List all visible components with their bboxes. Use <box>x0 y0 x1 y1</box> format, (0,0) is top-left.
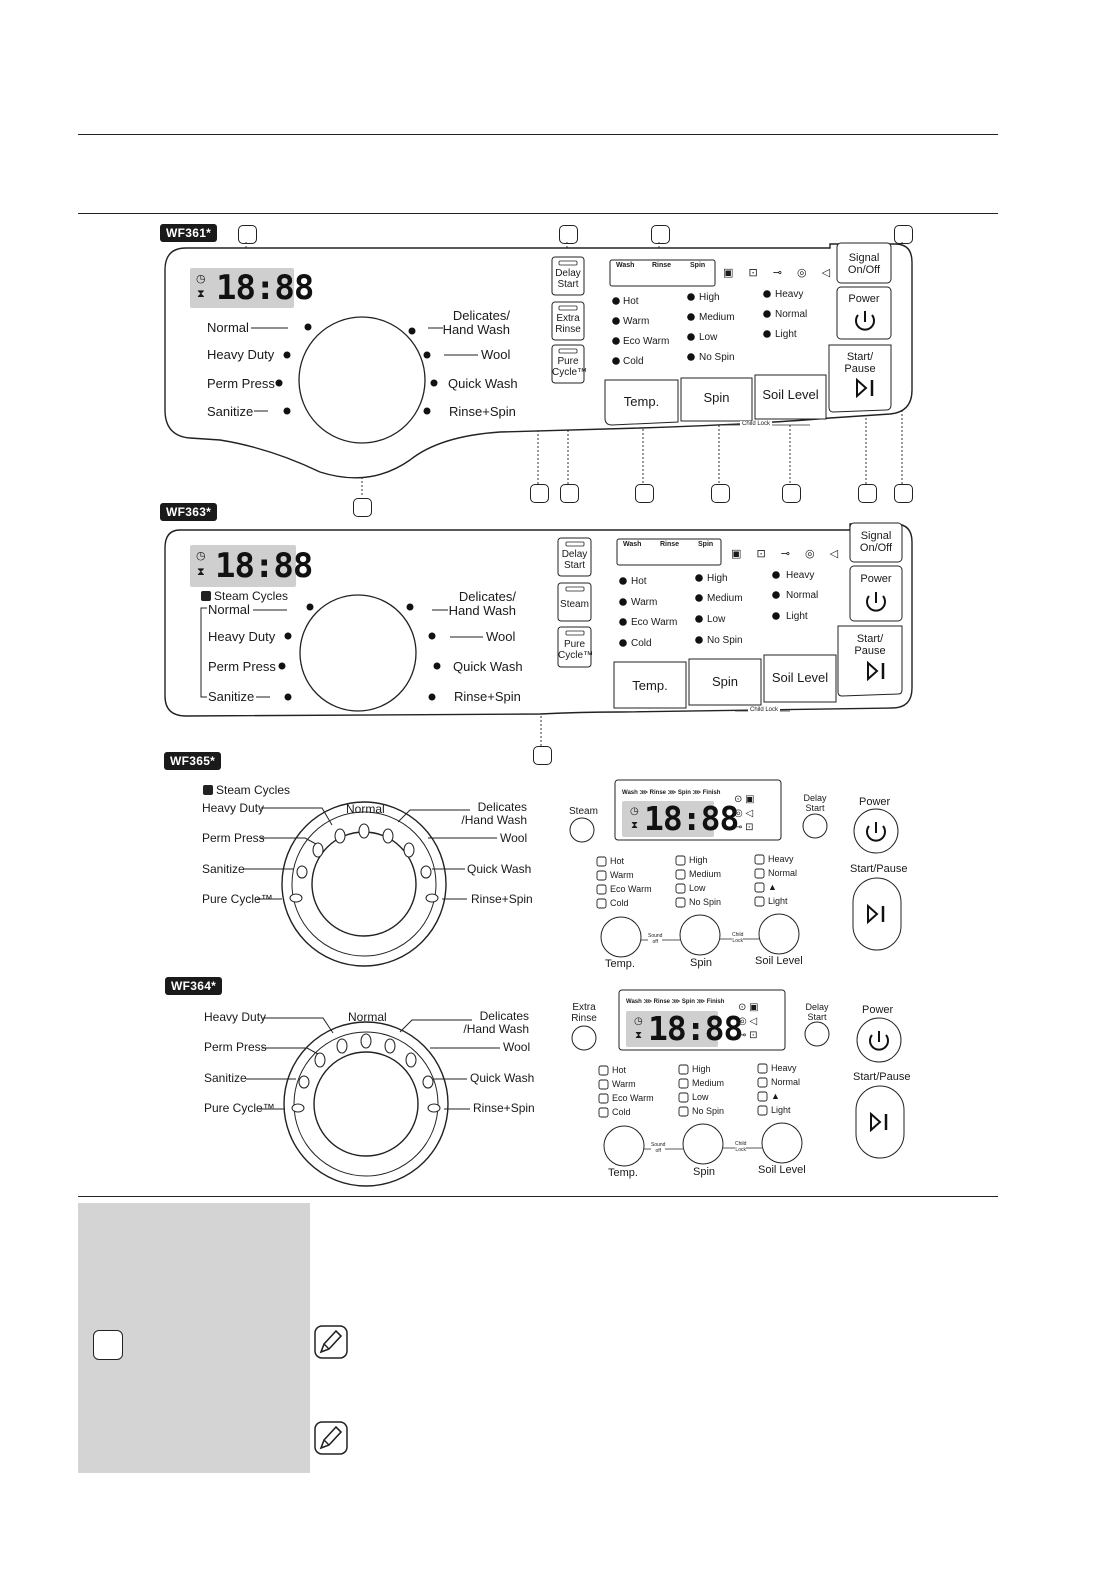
wf365-delay-line2: Start <box>805 803 825 813</box>
wf363-delicates-line2: Hand Wash <box>448 603 516 618</box>
wf363-soil-light: Light <box>786 611 808 622</box>
wf361-delay-label-1: Delay <box>555 268 581 279</box>
wf361-progress-wash: Wash <box>616 262 635 269</box>
wf363-power-button[interactable]: Power <box>860 573 892 585</box>
wf364-child-line2: Lock <box>735 1147 746 1153</box>
note-icon <box>314 1325 348 1359</box>
wf363-progress-rinse: Rinse <box>660 541 680 548</box>
wf363-spin-medium: Medium <box>707 593 743 604</box>
wf361-start-label-2: Pause <box>844 363 876 375</box>
wf364-status-icons: ⊙ ▣ ◎ ◁ ⊸ ⊡ <box>738 1002 759 1041</box>
section-number-box <box>93 1330 123 1360</box>
wf361-soil-level-button[interactable]: Soil Level <box>762 387 819 402</box>
wf365-soil-normal: Normal <box>768 868 798 878</box>
wf364-temp-warm: Warm <box>612 1079 636 1089</box>
wf364-progress-rinse: Rinse <box>653 999 670 1005</box>
wf363-progress-wash: Wash <box>623 541 642 548</box>
wf364-progress-wash: Wash <box>626 999 642 1005</box>
wf364-spin-low: Low <box>692 1092 709 1102</box>
wf363-signal-label-1: Signal <box>860 530 892 542</box>
steam-icon <box>203 785 213 795</box>
wf365-delay-label <box>800 793 830 813</box>
wf365-delicates-line1: Delicates <box>477 800 527 814</box>
wf365-cycle-heavy-duty[interactable]: Heavy Duty <box>202 801 265 815</box>
wf364-delicates-line2: /Hand Wash <box>463 1022 529 1036</box>
wf363-start-label-1: Start/ <box>856 633 884 645</box>
wf361-child-lock-label: Child Lock <box>742 421 771 427</box>
wf361-spin-medium: Medium <box>699 312 735 323</box>
wf364-child-line1: Child <box>735 1141 747 1147</box>
wf361-pure-label-2: Cycle™ <box>552 367 588 378</box>
wf365-soil-light: Light <box>768 896 788 906</box>
wf365-status-icons: ⊙ ▣ ◎ ◁ ⊸ ⊡ <box>734 794 755 833</box>
wf361-timer-icon: ⧗ <box>197 288 205 300</box>
wf365-power-label: Power <box>859 796 891 808</box>
wf365-progress-finish: Finish <box>702 790 721 796</box>
wf365-steam-cycles-text: Steam Cycles <box>216 783 291 797</box>
wf361-cycle-normal[interactable]: Normal <box>207 320 249 335</box>
wf361-temp-hot: Hot <box>623 296 639 307</box>
wf364-power-label: Power <box>862 1004 894 1016</box>
wf365-cycle-delicates[interactable] <box>460 801 527 827</box>
wf364-cycle-delicates[interactable] <box>462 1010 529 1036</box>
wf361-delay-label-2: Start <box>557 279 579 290</box>
wf364-clock-icon: ◷ <box>634 1016 643 1027</box>
wf365-sound-line2: off <box>652 939 658 945</box>
wf365-dial[interactable] <box>282 802 446 966</box>
wf361-temp-button[interactable]: Temp. <box>623 394 660 409</box>
wf361-soil-light: Light <box>775 329 797 340</box>
wf364-progress-labels: Wash ⋙ Rinse ⋙ Spin ⋙ Finish <box>626 999 725 1005</box>
wf364-child-lock-label <box>735 1141 746 1153</box>
wf365-steam-round-button[interactable] <box>570 818 594 842</box>
wf363-temp-cold: Cold <box>631 638 652 649</box>
wf363-cycle-wool[interactable]: Wool <box>486 629 516 644</box>
wf364-cycle-wool[interactable]: Wool <box>503 1040 531 1054</box>
wf364-cycle-perm-press[interactable]: Perm Press <box>204 1040 267 1054</box>
wf365-spin-label: Spin <box>690 957 713 969</box>
wf365-spin-high: High <box>689 855 708 865</box>
wf365-spin-round-button[interactable] <box>680 915 720 955</box>
wf365-progress-spin: Spin <box>677 790 691 796</box>
wf365-cycle-normal[interactable]: Normal <box>346 802 385 816</box>
wf365-temp-hot: Hot <box>610 856 625 866</box>
wf363-spin-button[interactable]: Spin <box>711 674 739 689</box>
wf361-cycle-wool[interactable]: Wool <box>481 347 511 362</box>
wf364-extra-rinse-label <box>568 1002 600 1024</box>
wf361-soil-normal: Normal <box>775 309 808 320</box>
wf361-soil-heavy: Heavy <box>775 289 804 300</box>
wf363-display-digits: 18:88 <box>215 546 313 586</box>
wf365-soil-round-button[interactable] <box>759 914 799 954</box>
wf364-dial[interactable] <box>284 1022 448 1186</box>
wf365-steam-cycles-label <box>203 783 290 797</box>
wf361-spin-high: High <box>699 292 720 303</box>
wf361-power-button[interactable]: Power <box>848 293 880 305</box>
wf363-cycle-heavy-duty[interactable]: Heavy Duty <box>208 629 276 644</box>
wf365-delay-round-button[interactable] <box>803 814 827 838</box>
wf365-spin-no-spin: No Spin <box>689 897 722 907</box>
wf363-delay-label-2: Start <box>563 560 586 571</box>
wf365-start-pause-label: Start/Pause <box>850 863 908 875</box>
wf365-temp-cold: Cold <box>610 898 629 908</box>
wf361-display-digits: 18:88 <box>216 268 314 308</box>
wf364-spin-medium: Medium <box>692 1078 725 1088</box>
wf363-soil-level-button[interactable]: Soil Level <box>771 670 829 685</box>
wf363-steam-cycles-text: Steam Cycles <box>214 589 289 603</box>
wf361-cycle-heavy-duty[interactable]: Heavy Duty <box>207 347 275 362</box>
wf363-child-lock-label: Child Lock <box>750 707 779 713</box>
wf364-sound-off-label <box>651 1142 665 1154</box>
wf363-soil-normal: Normal <box>786 590 819 601</box>
wf364-spin-high: High <box>692 1064 711 1074</box>
wf365-cycle-sanitize[interactable]: Sanitize <box>202 862 245 876</box>
wf363-temp-warm: Warm <box>631 597 658 608</box>
wf363-spin-high: High <box>707 573 728 584</box>
wf365-progress-wash: Wash <box>622 790 638 796</box>
wf365-temp-round-button[interactable] <box>601 917 641 957</box>
wf364-extra-line1: Extra <box>572 1002 596 1013</box>
wf361-cycle-perm-press[interactable]: Perm Press <box>207 376 275 391</box>
wf364-cycle-heavy-duty[interactable]: Heavy Duty <box>204 1010 267 1024</box>
wf364-spin-no-spin: No Spin <box>692 1106 725 1116</box>
wf364-delay-round-button[interactable] <box>805 1022 829 1046</box>
wf364-soil-round-button[interactable] <box>762 1123 802 1163</box>
wf364-cycle-normal[interactable]: Normal <box>348 1010 387 1024</box>
wf361-spin-low: Low <box>699 332 718 343</box>
wf363-delay-label-1: Delay <box>561 549 588 560</box>
wf365-temp-eco-warm: Eco Warm <box>610 884 652 894</box>
wf365-soil-up: ▲ <box>768 882 777 892</box>
wf364-cycle-pure-cycle[interactable]: Pure Cycle™ <box>204 1101 275 1115</box>
wf364-progress-spin: Spin <box>681 999 695 1005</box>
wf364-sound-line2: off <box>655 1148 661 1154</box>
wf364-temp-round-button[interactable] <box>604 1126 644 1166</box>
wf363-spin-low: Low <box>707 614 726 625</box>
wf364-temp-label: Temp. <box>608 1167 638 1179</box>
wf363-signal-label-2: On/Off <box>859 542 893 554</box>
wf365-child-lock-label <box>732 932 743 944</box>
wf365-cycle-perm-press[interactable]: Perm Press <box>202 831 265 845</box>
wf364-start-pause-label: Start/Pause <box>853 1071 911 1083</box>
wf363-cycle-normal[interactable]: Normal <box>208 602 250 617</box>
wf361-delicates-line2: Hand Wash <box>442 322 510 337</box>
model-tag-wf363: WF363* <box>160 503 217 521</box>
wf361-cycle-sanitize[interactable]: Sanitize <box>207 404 254 419</box>
wf363-timer-icon: ⧗ <box>197 566 205 578</box>
wf363-status-icons: ▣ ⊡ ⊸ ◎ ◁ <box>731 548 845 560</box>
wf365-child-line1: Child <box>732 932 744 938</box>
wf365-cycle-rinse-spin[interactable]: Rinse+Spin <box>471 892 533 906</box>
wf363-spin-no-spin: No Spin <box>707 635 743 646</box>
wf365-soil-label: Soil Level <box>755 955 803 967</box>
wf365-child-line2: Lock <box>732 938 743 944</box>
wf363-clock-icon: ◷ <box>196 550 206 562</box>
wf365-progress-rinse: Rinse <box>649 790 666 796</box>
wf364-delay-line1: Delay <box>805 1002 829 1012</box>
wf363-cycle-sanitize[interactable]: Sanitize <box>208 689 255 704</box>
wf364-spin-label: Spin <box>693 1166 716 1178</box>
wf364-spin-round-button[interactable] <box>683 1124 723 1164</box>
wf365-sound-line1: Sound <box>648 933 663 939</box>
wf363-cycle-perm-press[interactable]: Perm Press <box>208 659 276 674</box>
model-tag-wf361: WF361* <box>160 224 217 242</box>
wf364-soil-heavy: Heavy <box>771 1063 797 1073</box>
wf364-temp-eco-warm: Eco Warm <box>612 1093 654 1103</box>
wf361-signal-label-2: On/Off <box>847 264 881 276</box>
wf361-spin-no-spin: No Spin <box>699 352 735 363</box>
wf361-temp-eco-warm: Eco Warm <box>623 336 670 347</box>
wf364-timer-icon: ⧗ <box>635 1030 643 1041</box>
wf361-spin-button[interactable]: Spin <box>703 390 730 405</box>
wf361-pure-label-1: Pure <box>557 356 579 367</box>
wf363-pure-label-2: Cycle™ <box>558 650 594 661</box>
wf363-temp-button[interactable]: Temp. <box>632 678 668 693</box>
wf363-cycle-rinse-spin[interactable]: Rinse+Spin <box>454 689 521 704</box>
wf363-delicates-line1: Delicates/ <box>458 589 516 604</box>
wf365-cycle-wool[interactable]: Wool <box>500 831 528 845</box>
wf364-sound-line1: Sound <box>651 1142 666 1148</box>
wf361-progress-rinse: Rinse <box>652 262 672 269</box>
wf361-signal-label-1: Signal <box>848 252 880 264</box>
wf365-steam-label: Steam <box>569 806 598 817</box>
wf365-delay-line1: Delay <box>803 793 827 803</box>
wf365-soil-heavy: Heavy <box>768 854 794 864</box>
wf365-cycle-pure-cycle[interactable]: Pure Cycle™ <box>202 892 273 906</box>
wf361-extra-label-2: Rinse <box>555 324 581 335</box>
wf364-delicates-line1: Delicates <box>479 1009 529 1023</box>
wf361-clock-icon: ◷ <box>196 273 206 285</box>
section-sidebar <box>78 1203 310 1473</box>
wf361-delicates-line1: Delicates/ <box>452 308 510 323</box>
wf363-progress-spin: Spin <box>698 541 714 548</box>
wf363-start-label-2: Pause <box>854 645 886 657</box>
wf365-cycle-quick-wash[interactable]: Quick Wash <box>467 862 532 876</box>
wf364-soil-label: Soil Level <box>758 1164 806 1176</box>
wf365-progress-labels: Wash ⋙ Rinse ⋙ Spin ⋙ Finish <box>622 790 721 796</box>
wf361-start-label-1: Start/ <box>846 351 874 363</box>
wf365-display-digits: 18:88 <box>644 799 739 838</box>
wf365-temp-label: Temp. <box>605 958 635 970</box>
wf364-delay-label <box>802 1002 832 1022</box>
wf364-soil-normal: Normal <box>771 1077 801 1087</box>
wf364-display-digits: 18:88 <box>648 1009 743 1048</box>
wf364-cycle-sanitize[interactable]: Sanitize <box>204 1071 247 1085</box>
wf361-cycle-rinse-spin[interactable]: Rinse+Spin <box>449 404 516 419</box>
wf365-timer-icon: ⧗ <box>631 820 639 831</box>
wf361-progress-spin: Spin <box>690 262 706 269</box>
model-tag-wf365: WF365* <box>164 752 221 770</box>
wf364-cycle-quick-wash[interactable]: Quick Wash <box>470 1071 535 1085</box>
wf363-steam-button[interactable]: Steam <box>560 599 589 610</box>
wf361-temp-cold: Cold <box>623 356 644 367</box>
wf364-progress-finish: Finish <box>706 999 725 1005</box>
wf365-clock-icon: ◷ <box>630 806 639 817</box>
wf364-extra-rinse-round-button[interactable] <box>572 1026 596 1050</box>
wf365-temp-warm: Warm <box>610 870 634 880</box>
wf363-temp-hot: Hot <box>631 576 647 587</box>
wf363-temp-eco-warm: Eco Warm <box>631 617 678 628</box>
wf361-temp-warm: Warm <box>623 316 650 327</box>
note-icon <box>314 1421 348 1455</box>
wf361-status-icons: ▣ ⊡ ⊸ ◎ ◁ <box>723 267 837 279</box>
wf363-soil-heavy: Heavy <box>786 570 815 581</box>
wf361-cycle-quick-wash[interactable]: Quick Wash <box>448 376 518 391</box>
wf365-delicates-line2: /Hand Wash <box>461 813 527 827</box>
wf364-extra-line2: Rinse <box>571 1013 597 1024</box>
wf364-cycle-rinse-spin[interactable]: Rinse+Spin <box>473 1101 535 1115</box>
wf363-pure-label-1: Pure <box>563 639 586 650</box>
model-tag-wf364: WF364* <box>165 977 222 995</box>
wf363-cycle-quick-wash[interactable]: Quick Wash <box>453 659 523 674</box>
wf365-spin-medium: Medium <box>689 869 722 879</box>
wf364-soil-up: ▲ <box>771 1091 780 1101</box>
wf364-delay-line2: Start <box>807 1012 827 1022</box>
wf364-soil-light: Light <box>771 1105 791 1115</box>
wf361-extra-label-1: Extra <box>556 313 580 324</box>
wf365-sound-off-label <box>648 933 662 945</box>
wf364-temp-hot: Hot <box>612 1065 627 1075</box>
wf364-temp-cold: Cold <box>612 1107 631 1117</box>
wf365-spin-low: Low <box>689 883 706 893</box>
